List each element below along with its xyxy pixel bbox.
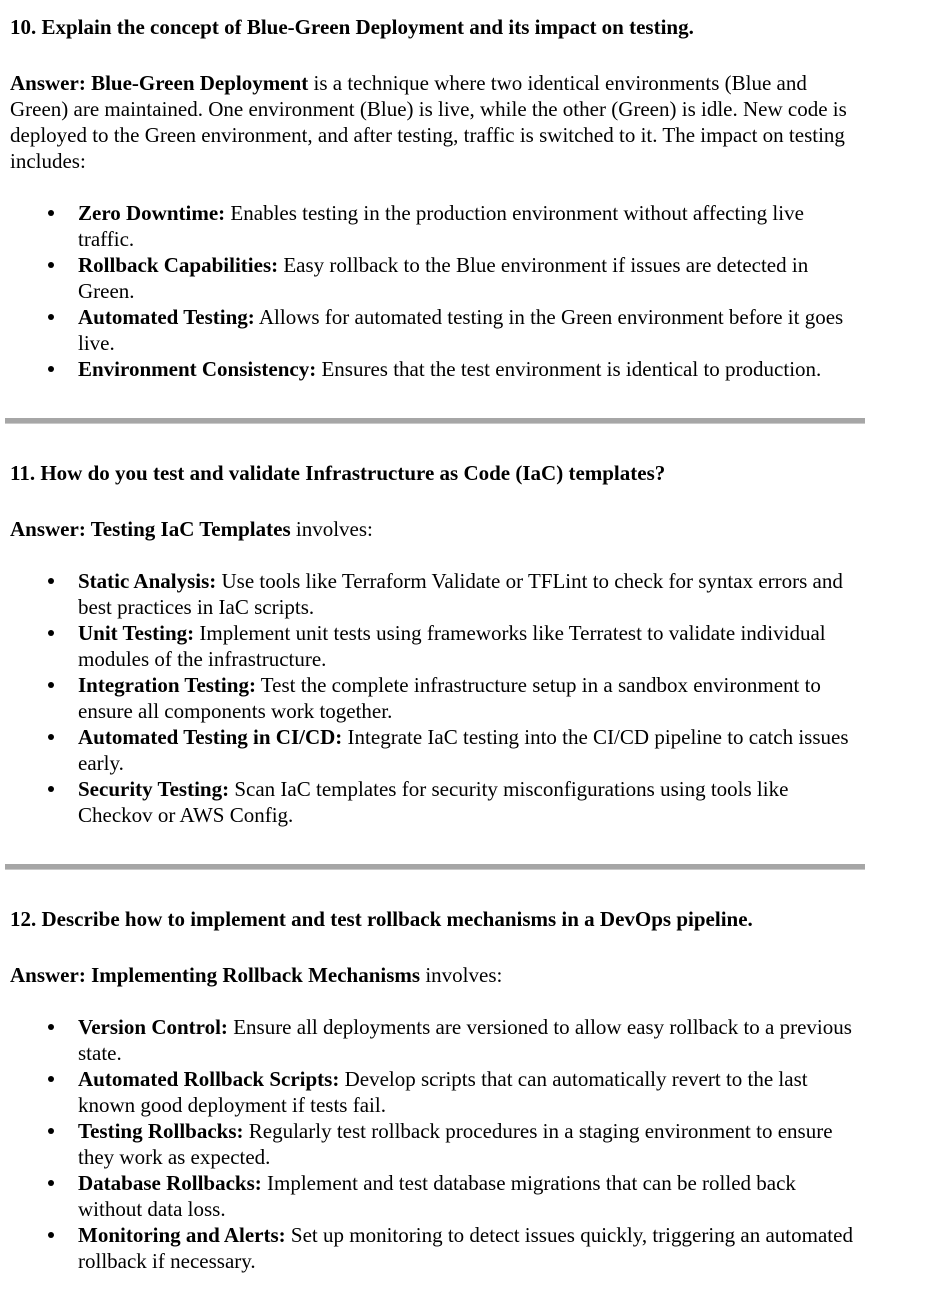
bullet-description: Ensures that the test environment is identical to production. [316,357,822,381]
bullet-term: Unit Testing: [78,621,195,645]
answer-label: Answer: Implementing Rollback Mechanisms [10,963,421,987]
section-divider [5,864,865,870]
question-heading: 12. Describe how to implement and test rollback mechanisms in a DevOps pipeline. [10,907,753,931]
bullet-term: Environment Consistency: [78,357,317,381]
question-heading: 11. How do you test and validate Infrastructure as Code (IaC) templates? [10,461,666,485]
answer-paragraph [10,516,864,542]
bullet-item [10,1118,864,1170]
bullet-term: Security Testing: [78,777,230,801]
section-divider [5,418,865,424]
bullet-description: Allows for automated testing in the Green environment before it goes live. [78,305,844,355]
bullet-term: Monitoring and Alerts: [78,1223,286,1247]
bullet-item [10,1170,864,1222]
bullet-item [10,672,864,724]
question-heading: 10. Explain the concept of Blue-Green Deployment and its impact on testing. [10,15,694,39]
bullet-description: Implement and test database migrations that can be rolled back without data loss. [78,1171,796,1221]
answer-paragraph [10,70,864,174]
answer-text: involves: [420,963,503,987]
bullet-term: Zero Downtime: [78,201,226,225]
bullet-term: Automated Testing in CI/CD: [78,725,343,749]
bullet-term: Automated Rollback Scripts: [78,1067,340,1091]
bullet-list [10,200,864,382]
bullet-description: Integrate IaC testing into the CI/CD pipeline to catch issues early. [78,725,849,775]
bullet-list [10,568,864,828]
bullet-term: Integration Testing: [78,673,256,697]
bullet-item [10,724,864,776]
bullet-description: Regularly test rollback procedures in a staging environment to ensure they work as expected. [78,1119,833,1169]
bullet-description: Develop scripts that can automatically revert to the last known good deployment if tests fail. [78,1067,808,1117]
bullet-item [10,304,864,356]
answer-text: involves: [290,517,373,541]
answer-label: Answer: Blue-Green Deployment [10,71,309,95]
answer-paragraph [10,962,864,988]
bullet-item [10,1014,864,1066]
bullet-description: Test the complete infrastructure setup in a sandbox environment to ensure all components work together. [78,673,821,723]
bullet-term: Database Rollbacks: [78,1171,262,1195]
answer-text: is a technique where two identical environments (Blue and Green) are maintained. One environment (Blue) is live, while the other (Green) is idle. New code is deployed to the Green environment, and after testing, traffic is switched to it. The impact on testing includes: [10,71,847,173]
bullet-description: Ensure all deployments are versioned to allow easy rollback to a previous state. [78,1015,852,1065]
bullet-description: Scan IaC templates for security misconfigurations using tools like Checkov or AWS Config. [78,777,789,827]
bullet-item [10,200,864,252]
bullet-term: Version Control: [78,1015,228,1039]
bullet-item [10,568,864,620]
bullet-item [10,356,864,382]
bullet-description: Use tools like Terraform Validate or TFLint to check for syntax errors and best practices in IaC scripts. [78,569,843,619]
bullet-item [10,776,864,828]
answer-label: Answer: Testing IaC Templates [10,517,291,541]
bullet-term: Automated Testing: [78,305,255,329]
bullet-item [10,252,864,304]
bullet-description: Implement unit tests using frameworks like Terratest to validate individual modules of the infrastructure. [78,621,826,671]
bullet-term: Testing Rollbacks: [78,1119,244,1143]
bullet-item [10,1066,864,1118]
bullet-term: Static Analysis: [78,569,217,593]
bullet-description: Enables testing in the production environment without affecting live traffic. [78,201,804,251]
bullet-item [10,1222,864,1274]
bullet-item [10,620,864,672]
bullet-description: Set up monitoring to detect issues quickly, triggering an automated rollback if necessary. [78,1223,853,1273]
bullet-list [10,1014,864,1274]
bullet-description: Easy rollback to the Blue environment if issues are detected in Green. [78,253,809,303]
bullet-term: Rollback Capabilities: [78,253,279,277]
